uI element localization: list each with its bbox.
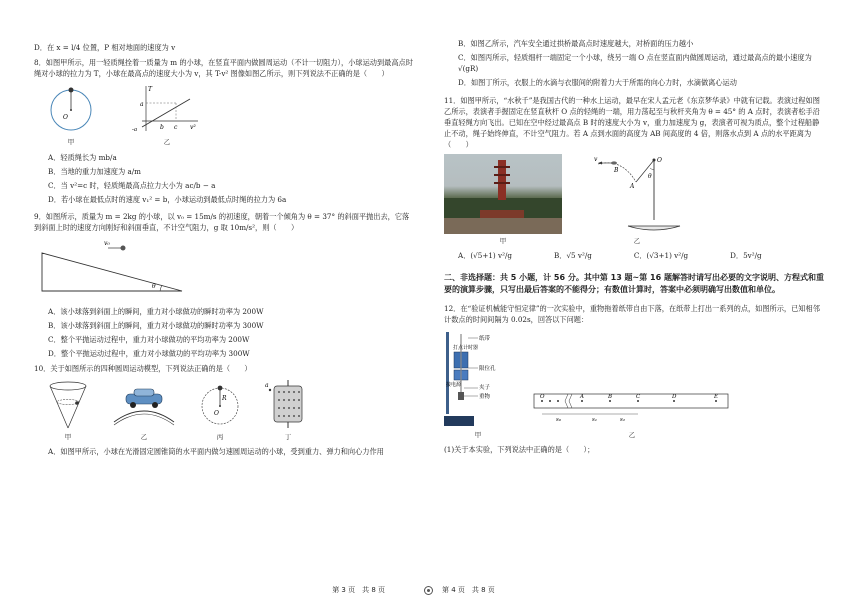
swing-trajectory-diagram — [592, 154, 682, 234]
q12-sub1: (1)关于本实验，下列说法中正确的是（ ）； — [444, 444, 595, 454]
label-o: O — [657, 157, 662, 165]
ticker-timer-apparatus — [444, 330, 512, 428]
q8-caption-yi: 乙 — [163, 138, 171, 147]
label-o: O — [63, 114, 68, 122]
tape-point-c: C — [636, 393, 641, 400]
label-r: R — [222, 395, 227, 403]
q10-figure-bing — [198, 378, 242, 442]
q11-caption-jia: 甲 — [499, 237, 507, 246]
q10-stem: 10．关于如图所示的四种圆周运动模型，下列说法正确的是（ ） — [34, 364, 252, 374]
car-on-bridge-icon — [112, 378, 176, 430]
rod-circle-icon — [198, 378, 242, 430]
label-timer: 打点计时器 — [453, 344, 479, 351]
q12-figure-yi — [532, 388, 732, 440]
q10-option-a: A．如图甲所示，小球在光滑固定圆锥筒的水平面内做匀速圆周运动的小球，受到重力、弹力和向心力作用 — [48, 447, 384, 457]
q11-option-b: B．√5 v²/g — [553, 251, 592, 261]
label-theta: θ — [152, 283, 156, 291]
axis-v2-label: v² — [190, 124, 196, 132]
q12-caption-yi: 乙 — [628, 430, 636, 439]
q10-option-b: B．如图乙所示，汽车安全通过拱桥最高点时速度越大，对桥面的压力越小 — [458, 39, 694, 48]
q8-figure-yi — [132, 83, 202, 147]
label-tape: 纸带 — [479, 335, 491, 342]
label-c: c — [174, 124, 178, 132]
tape-point-a: A — [580, 393, 584, 400]
right-page — [430, 0, 860, 608]
label-a: a — [140, 101, 144, 109]
q9-option-b: B．该小球落到斜面上的瞬间，重力对小球做功的瞬时功率为 300W — [48, 320, 264, 330]
label-b: B — [614, 167, 619, 175]
q11-figures — [444, 154, 826, 246]
q11-figure-jia — [444, 154, 562, 246]
label-clip: 夹子 — [479, 384, 491, 391]
cone-icon — [46, 378, 90, 430]
q11-option-d: D．5v²/g — [730, 251, 762, 261]
tape-point-b: B — [608, 393, 613, 400]
q8-option-c: C．当 v²=c 时，轻质绳最高点拉力大小为 ac/b − a — [48, 180, 216, 190]
section-2-heading: 二、非选择题：共 5 小题，计 56 分。其中第 13 题~第 16 题解答时请写出必要的文字说明、方程式和重要的演算步骤，只写出最后答案的不能得分；有数值计算时，答案中必须明确写出数值和单位。 — [444, 272, 824, 295]
q9-option-c: C．整个平抛运动过程中，重力对小球做功的平均功率为 200W — [48, 334, 250, 344]
circle-pendulum-diagram — [46, 83, 96, 135]
q8-option-b: B．当地的重力加速度为 a/m — [48, 166, 141, 176]
q12-figures — [444, 330, 826, 440]
q7-option-d: D．在 x = l/4 位置，P 相对地面的速度为 v — [34, 43, 176, 52]
q10-figure-yi — [112, 378, 176, 442]
tape-point-e: E — [714, 393, 719, 400]
tape-point-o: O — [540, 393, 545, 400]
q8-stem: 8．如图甲所示，用一轻质绳拴着一质量为 m 的小球，在竖直平面内做圆周运动（不计一切阻力），小球运动到最高点时绳对小球的拉力为 T，小球在最高点的速度大小为 v，其 T-v² 图像如图乙所示，则下列说法不正确的是（ ） — [34, 58, 413, 79]
water-swing-photo — [444, 154, 562, 234]
tape-interval-s1: s₁ — [592, 416, 598, 423]
q10-caption-yi: 乙 — [140, 433, 148, 442]
page-number-left: 第 3 页 共 8 页 — [332, 586, 385, 595]
label-a: A — [630, 183, 635, 191]
label-v0: v₀ — [104, 240, 110, 248]
q10-figures — [46, 378, 416, 442]
tape-point-d: D — [672, 393, 677, 400]
q8-caption-jia: 甲 — [67, 138, 75, 147]
label-weight: 重物 — [479, 393, 491, 400]
q11-stem: 11．如图甲所示，“水秋千”是我国古代的一种水上运动，最早在宋人孟元老《东京梦华录》中就有记载。表演过程如图乙所示，表演者手握固定在竖直秋杆 O 点的轻绳的一端，用力荡起至与秋杆夹角为 θ = 45° 的 A 点时，表演者松手沿垂直轻绳方向飞出。已知在空中经过最高点 B 时的速度大小为 v，重力加速度为 g，表演者可视为质点，整个过程船静止不动，绳子始终伸直，不计空气阻力。若 A 点到水面的高度为 AB 间高度的 4 倍，则落水点到 A 点的水平距离为（ ） — [444, 95, 820, 150]
q11-option-a: A．(√5+1) v²/g — [458, 251, 512, 261]
q8-option-a: A．轻质绳长为 mb/a — [48, 152, 117, 162]
page-number-right: 第 4 页 共 8 页 — [442, 586, 495, 595]
q11-caption-yi: 乙 — [633, 237, 641, 246]
label-b: b — [160, 124, 164, 132]
q11-options — [458, 250, 826, 261]
q11-option-c: C．(√3+1) v²/g — [633, 251, 689, 261]
q10-option-d: D．如图丁所示，衣服上的水滴与衣服间的附着力大于所需的向心力时，水滴做离心运动 — [458, 78, 737, 88]
t-v2-graph — [132, 83, 202, 135]
label-neg-a: -a — [132, 127, 138, 134]
label-v: v — [594, 156, 598, 164]
q11-figure-yi — [592, 154, 682, 246]
q9-option-a: A．该小球落到斜面上的瞬间，重力对小球做功的瞬时功率为 200W — [48, 306, 264, 316]
q10-caption-bing: 丙 — [216, 433, 224, 442]
tape-interval-s0: s₀ — [556, 416, 562, 423]
q8-option-d: D．若小球在最低点时的速度 v₁² = b，小球运动到最低点时绳的拉力为 6a — [48, 195, 287, 204]
q8-figures — [46, 83, 416, 147]
washer-drum-icon — [264, 378, 312, 430]
label-power: 接电源 — [446, 381, 462, 388]
q10-figure-ding — [264, 378, 312, 442]
q12-caption-jia: 甲 — [474, 430, 482, 439]
q10-option-c: C．如图丙所示，轻质细杆一端固定一个小球，绕另一端 O 点在竖直面内做圆周运动，通过最高点的最小速度为 √(gR) — [458, 53, 812, 74]
incline-diagram — [38, 239, 188, 295]
label-a-ding: a — [265, 382, 269, 390]
q10-caption-ding: 丁 — [284, 433, 292, 442]
label-limit-hole: 限位孔 — [479, 365, 496, 372]
q10-caption-jia: 甲 — [64, 433, 72, 442]
label-theta: θ — [648, 173, 652, 181]
axis-t-label: T — [148, 86, 153, 94]
q12-stem: 12．在“验证机械能守恒定律”的一次实验中，重物拖着纸带自由下落，在纸带上打出一系列的点，如图所示，已知相邻计数点的时间间隔为 0.02s，回答以下问题： — [444, 304, 820, 325]
q10-figure-jia — [46, 378, 90, 442]
paper-tape-diagram — [532, 388, 732, 428]
q12-figure-jia — [444, 330, 512, 440]
q8-figure-jia — [46, 83, 96, 147]
q9-option-d: D．整个平抛运动过程中，重力对小球做功的平均功率为 300W — [48, 349, 250, 359]
q9-stem: 9．如图所示，质量为 m = 2kg 的小球，以 v₀ = 15m/s 的初速度，朝着一个倾角为 θ = 37° 的斜面平抛出去，它落到斜面上时的速度方向刚好和斜面垂直，不计空气阻力，g 取 10m/s²，则（ ） — [34, 212, 410, 233]
label-o-bing: O — [214, 410, 219, 418]
tape-interval-s2: s₂ — [620, 416, 626, 423]
